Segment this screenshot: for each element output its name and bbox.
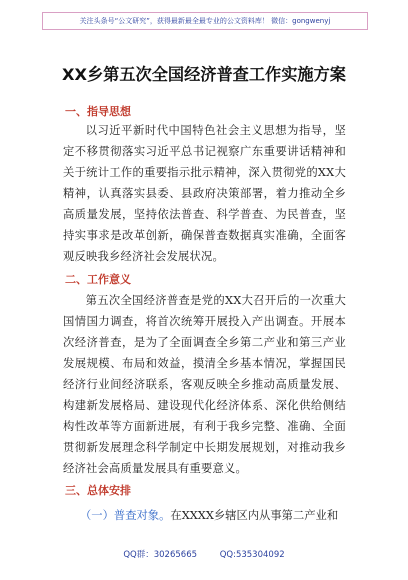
subitem-marker: （一）	[80, 509, 114, 522]
subitem-survey-objects	[80, 508, 360, 524]
section-heading-guiding-ideology: 一、指导思想	[65, 105, 131, 118]
section-paragraph-significance: 第五次全国经济普查是党的XX大召开后的一次重大国情国力调查，将首次统筹开展投入产出调查。开展本次经济普查，是为了全面调查全乡第二产业和第三产业发展规模、布局和效益，摸清全乡基本情况，掌握国民经济行业间经济联系，客观反映全乡推动高质量发展、构建新发展格局、建设现代化经济体系、深化供给侧结构性改革等方面新进展，有利于我乡完整、准确、全面贯彻新发展理念科学制定中长期发展规划，对推动我乡经济社会高质量发展具有重要意义。	[63, 294, 346, 475]
subitem-text: 在XXXX乡辖区内从事第二产业和	[170, 509, 339, 522]
footer-qq-group: QQ群：30265665	[123, 550, 198, 560]
section-heading-overall-arrangement: 三、总体安排	[65, 484, 131, 497]
footer-qq: QQ:535304092	[219, 550, 285, 560]
subitem-label: 普查对象。	[113, 509, 171, 522]
section-paragraph-guiding-ideology: 以习近平新时代中国特色社会主义思想为指导，坚定不移贯彻落实习近平总书记视察广东重要讲话精神和关于统计工作的重要指示批示精神，深入贯彻党的XX大精神，认真落实县委、县政府决策部署，着力推动全乡高质量发展，坚持依法普查、科学普查、为民普查，坚持实事求是改革创新，确保普查数据真实准确，全面客观反映我乡经济社会发展状况。	[63, 124, 346, 263]
page-footer	[0, 549, 408, 561]
document-title: XX乡第五次全国经济普查工作实施方案	[62, 65, 346, 84]
header-banner: 关注头条号“公文研究”，获得最新最全最专业的公文资料库！ 微信：gongwenyj	[42, 12, 368, 30]
section-heading-significance: 二、工作意义	[65, 273, 131, 286]
